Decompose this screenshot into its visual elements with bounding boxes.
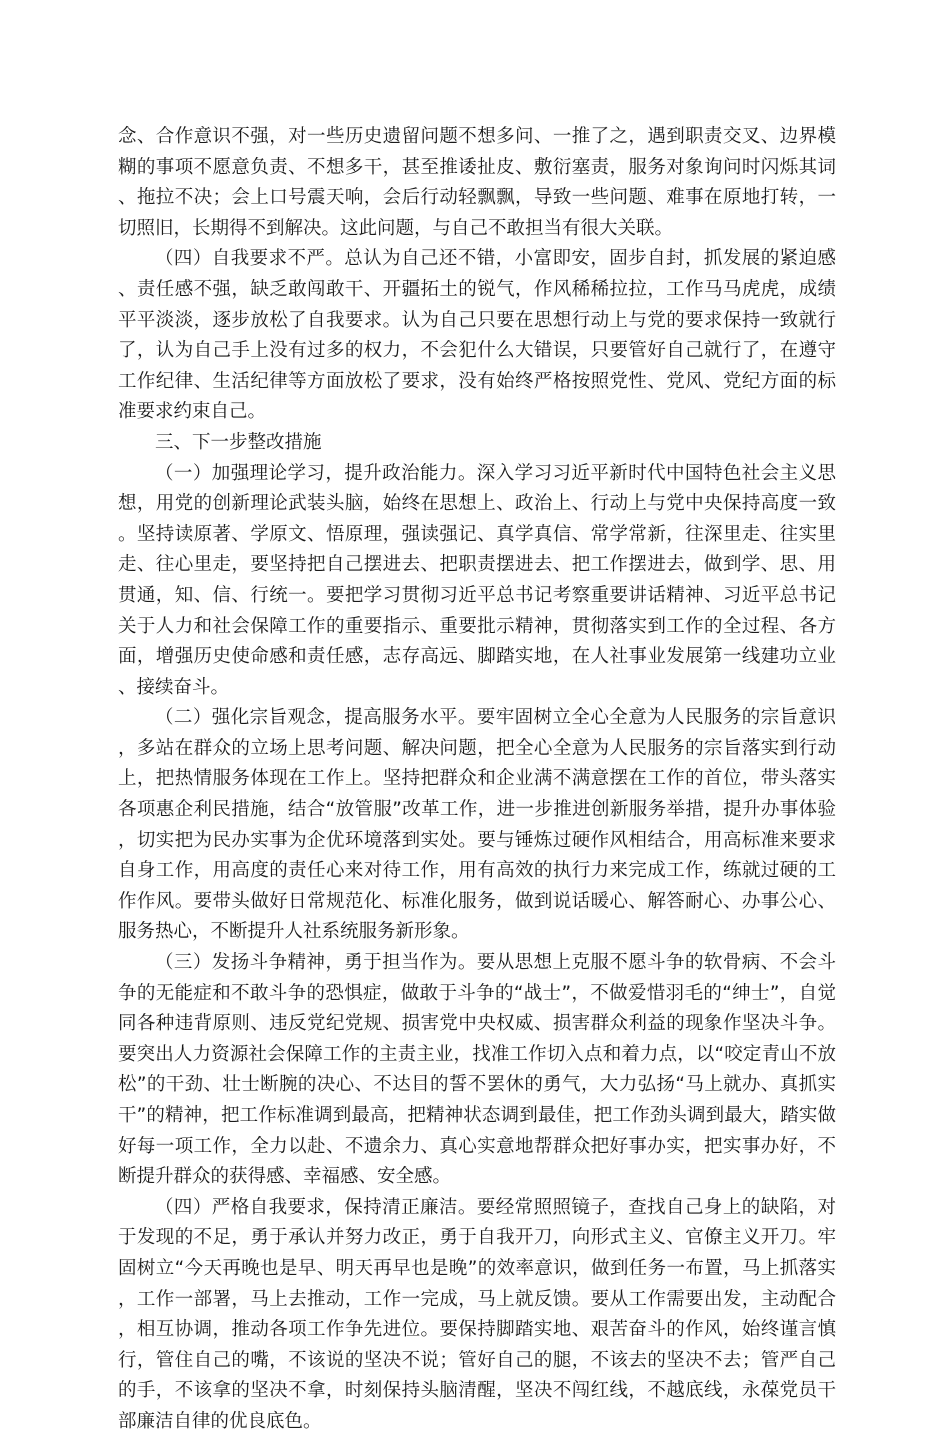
- section-heading-next-steps: 三、下一步整改措施: [155, 431, 322, 453]
- paragraph-responsibility-continued: 念、合作意识不强，对一些历史遗留问题不想多问、一推了之，遇到职责交叉、边界模糊的事项不愿意负责、不想多干，甚至推诿扯皮、敷衍塞责，服务对象询问时闪烁其词、拖拉不决；会上口号震天响，会后行动轻飘飘，导致一些问题、难事在原地打转，一切照旧，长期得不到解决。这此问题，与自己不敢担当有很大关联。: [118, 126, 836, 239]
- document-page: [118, 122, 836, 1438]
- paragraph-measure-integrity: （四）严格自我要求，保持清正廉洁。要经常照照镜子，查找自己身上的缺陷，对于发现的不足，勇于承认并努力改正，勇于自我开刀，向形式主义、官僚主义开刀。牢固树立“今天再晚也是早、明天再早也是晚”的效率意识，做到任务一布置，马上抓落实，工作一部署，马上去推动，工作一完成，马上就反馈。要从工作需要出发，主动配合，相互协调，推动各项工作争先进位。要保持脚踏实地、艰苦奋斗的作风，始终谨言慎行，管住自己的嘴，不该说的坚决不说；管好自己的腿，不该去的坚决不去；管严自己的手，不该拿的坚决不拿，时刻保持头脑清醒，坚决不闯红线，不越底线，永葆党员干部廉洁自律的优良底色。: [118, 1196, 836, 1432]
- paragraph-self-requirement-issue: （四）自我要求不严。总认为自己还不错，小富即安，固步自封，抓发展的紧迫感、责任感不强，缺乏敢闯敢干、开疆拓土的锐气，作风稀稀拉拉，工作马马虎虎，成绩平平淡淡，逐步放松了自我要求。认为自己只要在思想行动上与党的要求保持一致就行了，认为自己手上没有过多的权力，不会犯什么大错误，只要管好自己就行了，在遵守工作纪律、生活纪律等方面放松了要求，没有始终严格按照党性、党风、党纪方面的标准要求约束自己。: [118, 248, 836, 423]
- paragraph-measure-service: （二）强化宗旨观念，提高服务水平。要牢固树立全心全意为人民服务的宗旨意识，多站在群众的立场上思考问题、解决问题，把全心全意为人民服务的宗旨落实到行动上，把热情服务体现在工作上。坚持把群众和企业满不满意摆在工作的首位，带头落实各项惠企利民措施，结合“放管服”改革工作，进一步推进创新服务举措，提升办事体验，切实把为民办实事为企优环境落到实处。要与锤炼过硬作风相结合，用高标准来要求自身工作，用高度的责任心来对待工作，用有高效的执行力来完成工作，练就过硬的工作作风。要带头做好日常规范化、标准化服务，做到说话暖心、解答耐心、办事公心、服务热心，不断提升人社系统服务新形象。: [118, 707, 836, 943]
- paragraph-measure-theory-study: （一）加强理论学习，提升政治能力。深入学习习近平新时代中国特色社会主义思想，用党的创新理论武装头脑，始终在思想上、政治上、行动上与党中央保持高度一致。坚持读原著、学原文、悟原理，强读强记、真学真信、常学常新，往深里走、往实里走、往心里走，要坚持把自己摆进去、把职责摆进去、把工作摆进去，做到学、思、用贯通，知、信、行统一。要把学习贯彻习近平总书记考察重要讲话精神、习近平总书记关于人力和社会保障工作的重要指示、重要批示精神，贯彻落实到工作的全过程、各方面，增强历史使命感和责任感，志存高远、脚踏实地，在人社事业发展第一线建功立业、接续奋斗。: [118, 462, 836, 698]
- paragraph-measure-struggle: （三）发扬斗争精神，勇于担当作为。要从思想上克服不愿斗争的软骨病、不会斗争的无能症和不敢斗争的恐惧症，做敢于斗争的“战士”，不做爱惜羽毛的“绅士”，自觉同各种违背原则、违反党纪党规、损害党中央权威、损害群众利益的现象作坚决斗争。要突出人力资源社会保障工作的主责主业，找准工作切入点和着力点，以“咬定青山不放松”的干劲、壮士断腕的决心、不达目的誓不罢休的勇气，大力弘扬“马上就办、真抓实干”的精神，把工作标准调到最高，把精神状态调到最佳，把工作劲头调到最大，踏实做好每一项工作，全力以赴、不遗余力、真心实意地帮群众把好事办实，把实事办好，不断提升群众的获得感、幸福感、安全感。: [118, 952, 836, 1188]
